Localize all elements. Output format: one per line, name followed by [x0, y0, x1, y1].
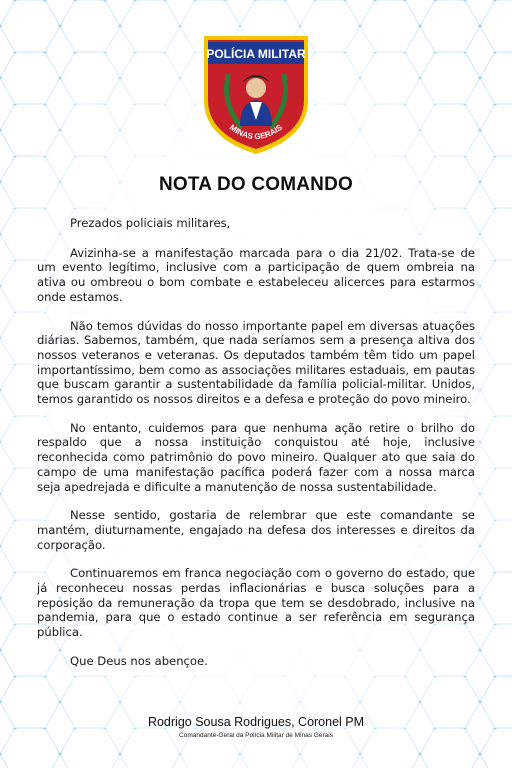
paragraph-3: No entanto, cuidemos para que nenhuma ação retire o brilho do respaldo que a nossa instituição conquistou até hoje, inclusive reconhecida como patrimônio do povo mineiro. Qualquer ato que saia do campo de uma manifestação pacífica poderá fazer com a nossa marca seja apedrejada e dificulte a manutenção de nossa sustentabilidade. — [37, 420, 475, 494]
signature-title: Comandante-Geral da Polícia Militar de Minas Gerais — [179, 732, 333, 739]
svg-text:POLÍCIA MILITAR: POLÍCIA MILITAR — [206, 47, 306, 61]
svg-text:MINAS GERAIS: MINAS GERAIS — [227, 122, 285, 142]
paragraph-4: Nesse sentido, gostaria de relembrar que este comandante se mantém, diuturnamente, engajado na defesa dos interesses e direitos da corporação. — [37, 508, 475, 552]
greeting: Prezados policiais militares, — [70, 216, 231, 230]
paragraph-5: Continuaremos em franca negociação com o governo do estado, que já reconheceu nossas perdas inflacionárias e busca soluções para a reposição da remuneração da tropa que tem se desdobrado, inclusive na pandemia, para que o estado continue a ser referência em segurança pública. — [37, 566, 475, 640]
closing-line: Que Deus nos abençoe. — [70, 653, 208, 668]
document-title: NOTA DO COMANDO — [158, 174, 354, 195]
paragraph-2: Não temos dúvidas do nosso importante papel em diversas atuações diárias. Sabemos, também, que nada seríamos sem a presença altiva dos nossos veteranos e veteranas. Os deputados também têm tido um papel importantíssimo, bem como as associações militares estaduais, em pautas que buscam garantir a sustentabilidade da família policial-militar. Unidos, temos garantido os nossos direitos e a defesa e proteção do povo mineiro. — [37, 318, 475, 407]
police-emblem-logo — [200, 30, 312, 158]
paragraph-1: Avizinha-se a manifestação marcada para o dia 21/02. Trata-se de um evento legítimo, inclusive com a participação de quem ombreia na ativa ou ombreou o bom combate e estabeleceu alicerces para estarmos onde estamos. — [37, 245, 475, 304]
document-body — [37, 216, 475, 683]
signature-name: Rodrigo Sousa Rodrigues, Coronel PM — [147, 715, 365, 729]
